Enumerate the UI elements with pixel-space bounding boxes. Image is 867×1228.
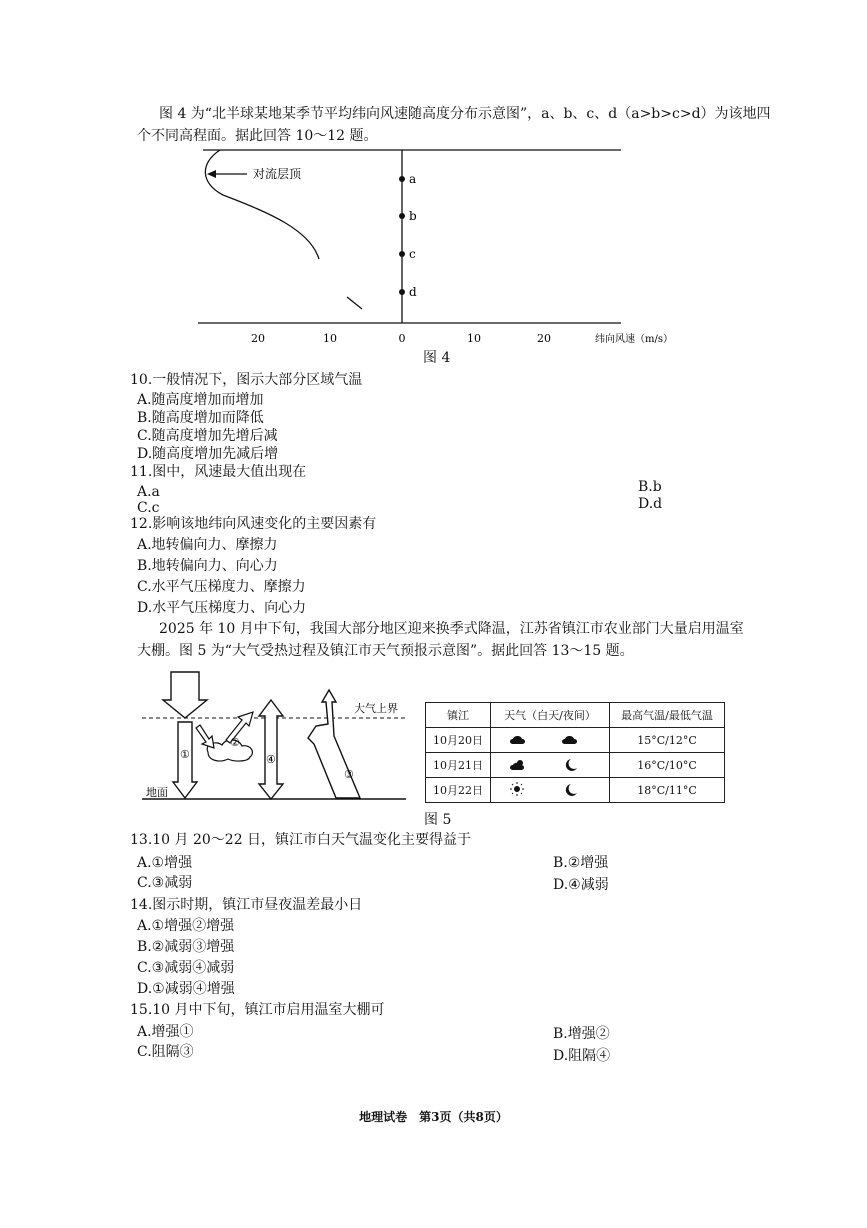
question-13-option-c: C.③减弱 — [137, 875, 193, 891]
question-15-option-d: D.阻隔④ — [553, 1048, 611, 1064]
tick-label: 10 — [323, 332, 337, 345]
question-14-option-d: D.①减弱④增强 — [137, 981, 235, 997]
partly-cloudy-icon — [510, 760, 524, 770]
table-row — [426, 728, 725, 753]
row-temperature: 15°C/12°C — [610, 728, 725, 753]
question-12-option-c: C.水平气压梯度力、摩擦力 — [137, 579, 306, 595]
wind-speed-curve-lower — [347, 297, 362, 309]
row-temperature: 16°C/10°C — [610, 753, 725, 778]
table-header-weather: 天气（白天/夜间） — [491, 703, 610, 728]
question-14-stem: 14.图示时期，镇江市昼夜温差最小日 — [130, 897, 363, 913]
point-a-label: a — [409, 172, 417, 186]
question-10-stem: 10.一般情况下，图示大部分区域气温 — [130, 372, 363, 388]
arrow-3-label: ③ — [344, 768, 354, 781]
incoming-arrow-icon — [196, 725, 214, 748]
question-14-option-a: A.①增强②增强 — [137, 918, 235, 934]
point-b-marker — [399, 213, 405, 219]
tick-label: 10 — [467, 332, 481, 345]
question-10-option-a: A.随高度增加而增加 — [137, 392, 264, 408]
row-date: 10月21日 — [426, 753, 491, 778]
figure-5-heating-diagram — [138, 662, 410, 807]
question-12-option-b: B.地转偏向力、向心力 — [137, 558, 278, 574]
table-row — [426, 778, 725, 803]
row-weather-icons — [491, 753, 610, 778]
arrow-2-label: ② — [230, 736, 240, 749]
tick-label: 20 — [251, 332, 265, 345]
question-12-option-a: A.地转偏向力、摩擦力 — [137, 537, 278, 553]
question-10-option-d: D.随高度增加先减后增 — [137, 446, 279, 462]
intro-2-line-2: 大棚。图 5 为“大气受热过程及镇江市天气预报示意图”。据此回答 13～15 题。 — [137, 643, 634, 659]
ground-label: 地面 — [146, 786, 168, 799]
question-11-option-a: A.a — [137, 484, 160, 500]
point-c-label: c — [409, 247, 416, 261]
atmosphere-top-label: 大气上界 — [354, 702, 398, 715]
x-axis-label: 纬向风速（m/s） — [595, 334, 673, 345]
intro-2-line-1: 2025 年 10 月中下旬，我国大部分地区迎来换季式降温，江苏省镇江市农业部门大量启用温室 — [159, 621, 744, 637]
intro-line-1: 图 4 为“北半球某地某季节平均纬向风速随高度分布示意图”，a、b、c、d（a>b>c>d）为该地四 — [159, 106, 771, 122]
tick-label: 0 — [398, 332, 406, 345]
point-b-label: b — [409, 209, 417, 223]
question-15-option-a: A.增强① — [137, 1024, 194, 1040]
sun-icon — [510, 782, 524, 796]
arrow-head-icon — [207, 170, 216, 178]
arrow-1-label: ① — [180, 748, 190, 761]
question-15-stem: 15.10 月中下旬，镇江市启用温室大棚可 — [130, 1002, 385, 1018]
question-14-option-c: C.③减弱④减弱 — [137, 960, 235, 976]
question-11-stem: 11.图中，风速最大值出现在 — [130, 464, 307, 480]
intro-paragraph-2 — [137, 618, 777, 662]
figure-4-caption: 图 4 — [423, 350, 451, 366]
row-weather-icons — [491, 728, 610, 753]
point-a-marker — [399, 176, 405, 182]
point-d-label: d — [409, 285, 417, 299]
tick-label: 20 — [537, 332, 551, 345]
question-15-option-b: B.增强② — [553, 1026, 610, 1042]
question-13-option-d: D.④减弱 — [553, 877, 609, 893]
row-weather-icons — [491, 778, 610, 803]
intro-paragraph-1 — [137, 103, 777, 147]
moon-icon — [566, 784, 577, 796]
arrow-4-icon — [259, 700, 283, 799]
moon-icon — [566, 759, 577, 771]
question-13-stem: 13.10 月 20～22 日，镇江市白天气温变化主要得益于 — [130, 832, 472, 848]
weather-forecast-table — [425, 702, 725, 803]
question-10-option-b: B.随高度增加而降低 — [137, 410, 264, 426]
tropopause-label: 对流层顶 — [253, 167, 302, 181]
figure-4-wind-profile — [195, 145, 673, 350]
page-footer: 地理试卷 第3页（共8页） — [359, 1110, 508, 1124]
question-11-option-d: D.d — [638, 496, 663, 512]
row-temperature: 18°C/11°C — [610, 778, 725, 803]
figure-5-caption: 图 5 — [424, 812, 452, 828]
question-11-option-b: B.b — [638, 479, 662, 495]
row-date: 10月22日 — [426, 778, 491, 803]
cloud-icon — [510, 736, 525, 744]
table-header-row — [426, 703, 725, 728]
table-row — [426, 753, 725, 778]
question-14-option-b: B.②减弱③增强 — [137, 939, 235, 955]
question-12-option-d: D.水平气压梯度力、向心力 — [137, 600, 307, 616]
question-13-option-b: B.②增强 — [553, 855, 609, 871]
table-header-temperature: 最高气温/最低气温 — [610, 703, 725, 728]
point-c-marker — [399, 251, 405, 257]
cloud-icon — [562, 736, 577, 744]
question-12-stem: 12.影响该地纬向风速变化的主要因素有 — [130, 516, 377, 532]
table-header-city: 镇江 — [426, 703, 491, 728]
intro-line-2: 个不同高程面。据此回答 10～12 题。 — [137, 128, 378, 144]
solar-radiation-arrow-icon — [163, 672, 207, 718]
question-15-option-c: C.阻隔③ — [137, 1044, 194, 1060]
question-10-option-c: C.随高度增加先增后减 — [137, 428, 278, 444]
arrow-4-label: ④ — [266, 753, 276, 766]
question-11-option-c: C.c — [137, 500, 160, 516]
question-13-option-a: A.①增强 — [137, 855, 193, 871]
arrow-3-icon — [308, 690, 360, 798]
row-date: 10月20日 — [426, 728, 491, 753]
point-d-marker — [399, 289, 405, 295]
